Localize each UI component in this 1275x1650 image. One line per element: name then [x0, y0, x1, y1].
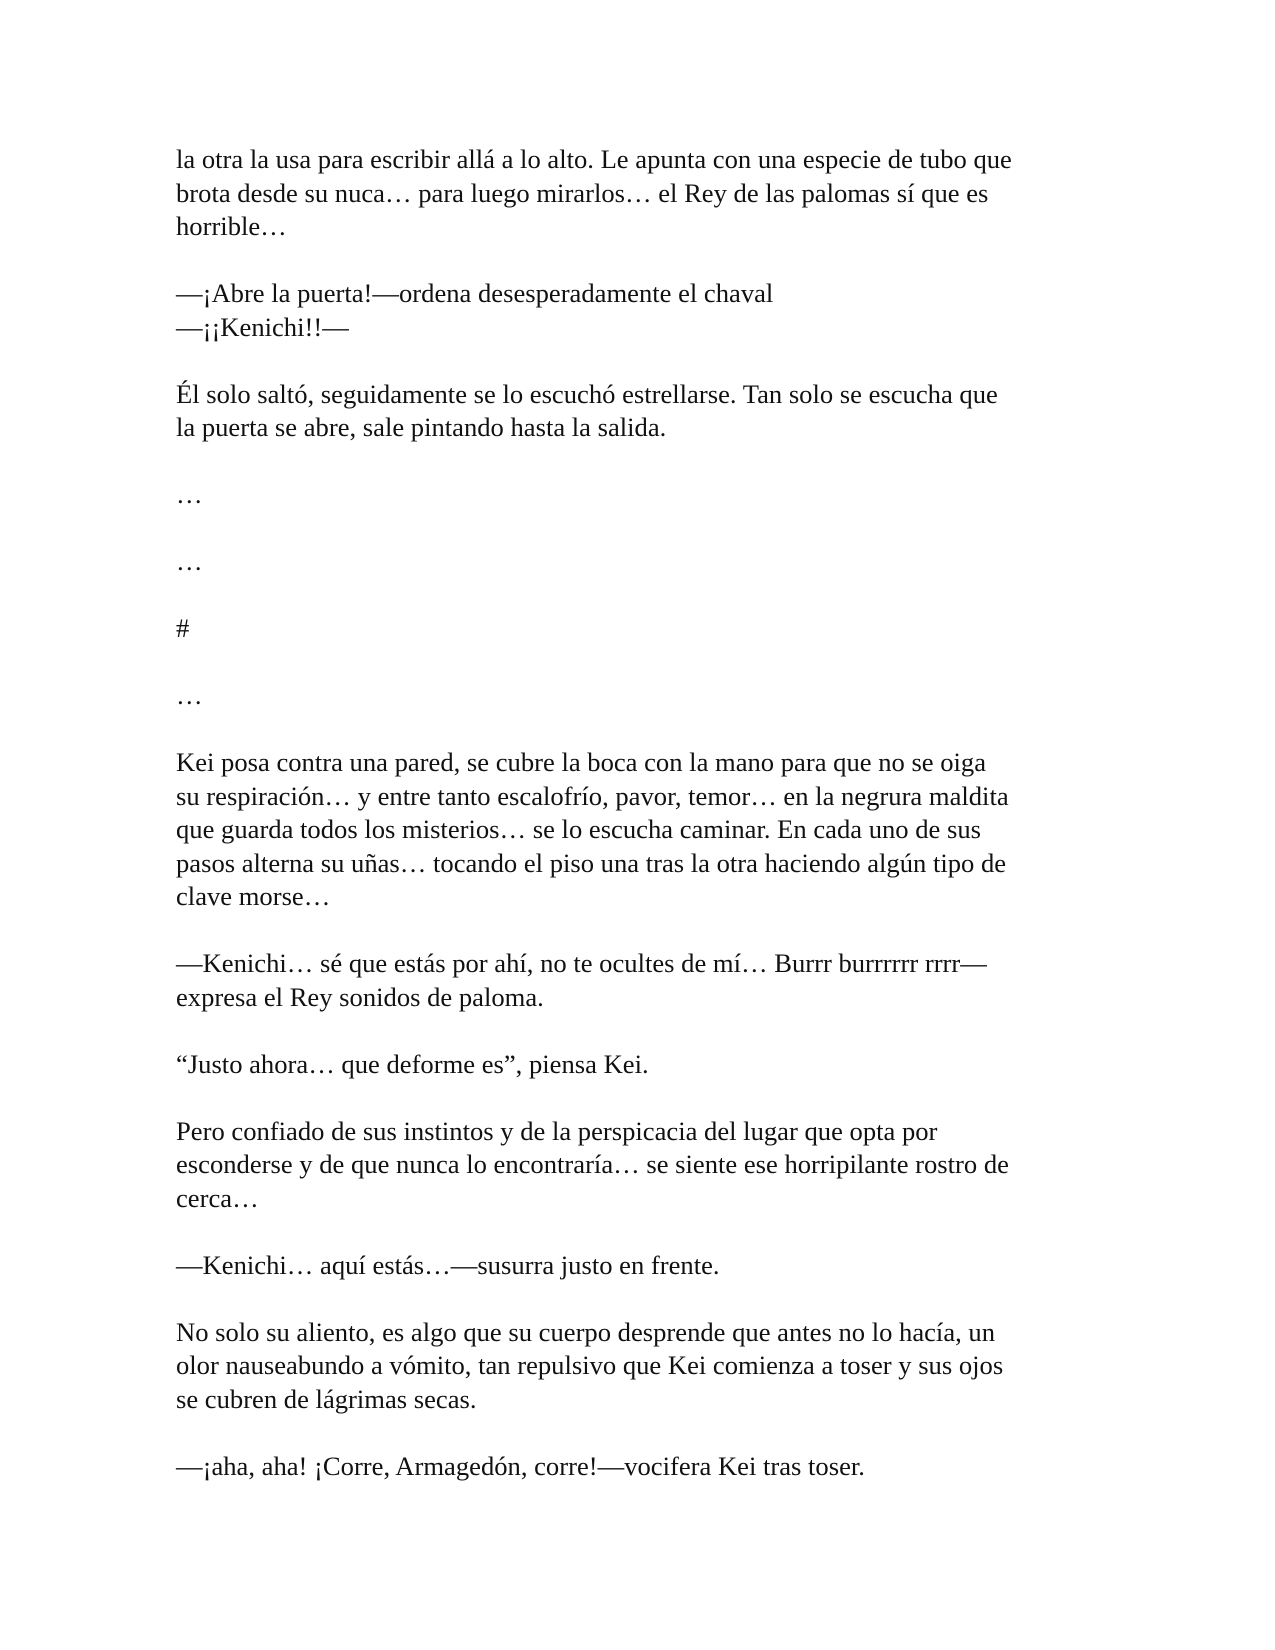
- text-line: —¡¡Kenichi!!—: [176, 311, 349, 342]
- text-line: Pero confiado de sus instintos y de la perspicacia del lugar que opta por: [176, 1115, 938, 1146]
- text-line: la puerta se abre, sale pintando hasta la salida.: [176, 412, 667, 442]
- text-line: esconderse y de que nunca lo encontraría… se siente ese horripilante rostro de: [176, 1149, 1009, 1179]
- paragraph: [176, 1048, 1106, 1082]
- paragraph: [176, 1249, 1106, 1283]
- text-line: pasos alterna su uñas… tocando el piso una tras la otra haciendo algún tipo de: [176, 847, 1007, 878]
- text-line: su respiración… y entre tanto escalofrío, pavor, temor… en la negrura maldita: [176, 780, 1009, 811]
- text-line: #: [176, 613, 190, 643]
- text-line: brota desde su nuca… para luego mirarlos… el Rey de las palomas sí que es: [176, 177, 989, 208]
- text-line: …: [176, 546, 203, 576]
- text-line: —¡aha, aha! ¡Corre, Armagedón, corre!—vocifera Kei tras toser.: [176, 1450, 865, 1481]
- text-line: Kei posa contra una pared, se cubre la boca con la mano para que no se oiga: [176, 747, 987, 777]
- text-line: horrible…: [176, 211, 287, 241]
- text-line: —Kenichi… sé que estás por ahí, no te ocultes de mí… Burrr burrrrrr rrrr—: [176, 948, 987, 978]
- text-line: cerca…: [176, 1182, 259, 1213]
- paragraph: [176, 378, 1106, 445]
- text-line: …: [176, 479, 203, 509]
- ellipsis-separator: [176, 545, 1106, 579]
- paragraph: [176, 746, 1106, 914]
- text-line: No solo su aliento, es algo que su cuerpo desprende que antes no lo hacía, un: [176, 1316, 996, 1347]
- paragraph: [176, 1450, 1106, 1484]
- text-line: se cubren de lágrimas secas.: [176, 1383, 477, 1414]
- text-line: —¡Abre la puerta!—ordena desesperadamente el chaval: [176, 278, 774, 308]
- scene-break: [176, 612, 1106, 646]
- paragraph: [176, 143, 1106, 244]
- text-line: la otra la usa para escribir allá a lo alto. Le apunta con una especie de tubo que: [176, 144, 1012, 174]
- text-line: olor nauseabundo a vómito, tan repulsivo que Kei comienza a toser y sus ojos: [176, 1350, 1004, 1380]
- paragraph: [176, 947, 1106, 1014]
- paragraph: [176, 1115, 1106, 1216]
- ellipsis-separator: [176, 478, 1106, 512]
- ellipsis-separator: [176, 679, 1106, 713]
- text-line: …: [176, 680, 203, 710]
- text-line: —Kenichi… aquí estás…—susurra justo en frente.: [176, 1249, 720, 1280]
- text-line: expresa el Rey sonidos de paloma.: [176, 981, 544, 1012]
- text-line: “Justo ahora… que deforme es”, piensa Kei.: [176, 1048, 649, 1079]
- body-text: [176, 143, 1106, 1483]
- paragraph: [176, 277, 1106, 344]
- text-line: Él solo saltó, seguidamente se lo escuchó estrellarse. Tan solo se escucha que: [176, 378, 998, 409]
- text-line: que guarda todos los misterios… se lo escucha caminar. En cada uno de sus: [176, 814, 981, 844]
- text-line: clave morse…: [176, 881, 331, 911]
- paragraph: [176, 1316, 1106, 1417]
